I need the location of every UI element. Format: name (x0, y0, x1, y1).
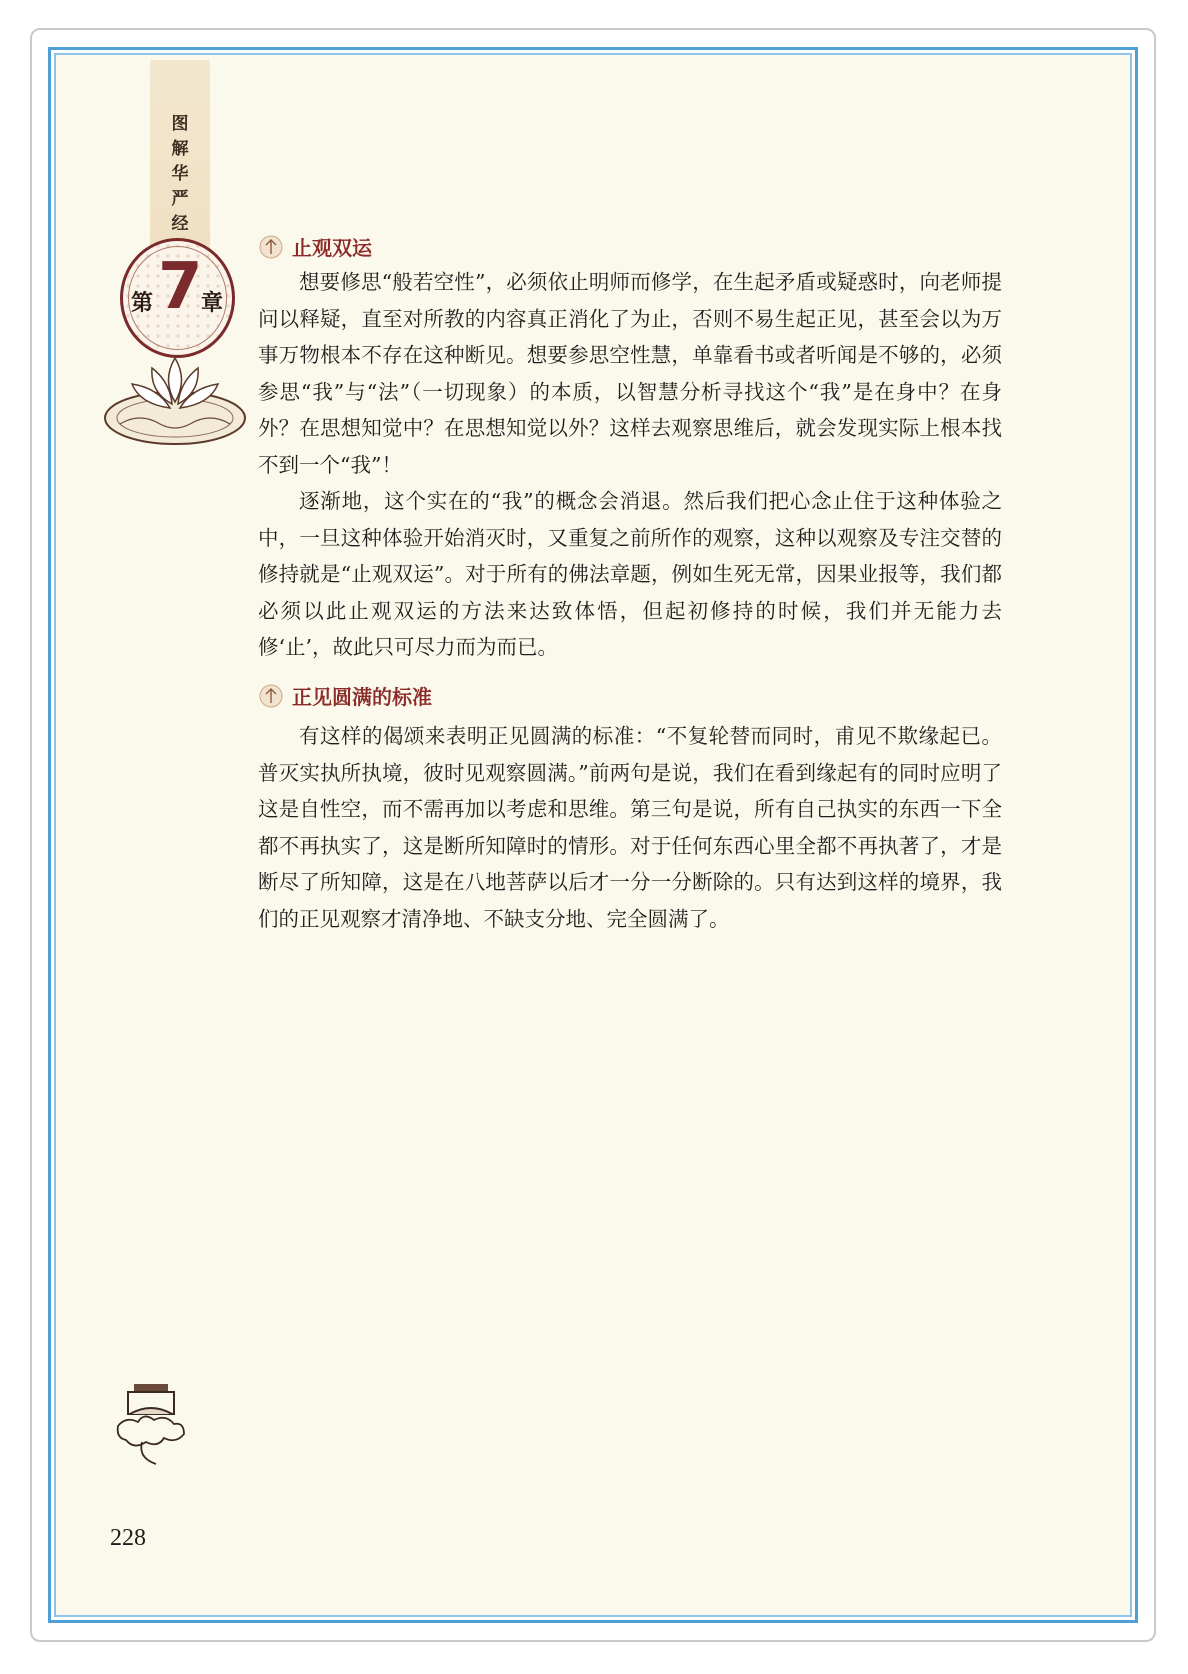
book-title-char: 华 (171, 164, 189, 184)
body-paragraph: 有这样的偈颂来表明正见圆满的标准：“不复轮替而同时，甫见不欺缘起已。普灭实执所执境，彼时见观察圆满。”前两句是说，我们在看到缘起有的同时应明了这是自性空，而不需再加以考虑和思维。第三句是说，所有自己执实的东西一下全都不再执实了，这是断所知障时的情形。对于任何东西心里全都不再执著了，才是断尽了所知障，这是在八地菩萨以后才一分一分断除的。只有达到这样的境界，我们的正见观察才清净地、不缺支分地、完全圆满了。 (258, 724, 1002, 931)
chapter-suffix: 章 (201, 291, 224, 316)
stupa-cloud-ornament-icon (112, 1378, 190, 1470)
lotus-bullet-icon (258, 234, 284, 260)
chapter-number: 7 (158, 250, 203, 324)
page-number: 228 (110, 1525, 146, 1551)
body-paragraph: 逐渐地，这个实在的“我”的概念会消退。然后我们把心念止住于这种体验之中，一旦这种体验开始消灭时，又重复之前所作的观察，这种以观察及专注交替的修持就是“止观双运”。对于所有的佛法章题，例如生死无常，因果业报等，我们都必须以此止观双运的方法来达致体悟，但起初修持的时候，我们并无能力去修‘止’，故此只可尽力而为而已。 (258, 489, 1002, 659)
book-title-char: 图 (171, 114, 189, 134)
body-paragraph: 想要修思“般若空性”，必须依止明师而修学，在生起矛盾或疑惑时，向老师提问以释疑，直至对所教的内容真正消化了为止，否则不易生起正见，甚至会以为万事万物根本不存在这种断见。想要参思空性慧，单靠看书或者听闻是不够的，必须参思“我”与“法”（一切现象）的本质，以智慧分析寻找这个“我”是在身中？在身外？在思想知觉中？在思想知觉以外？这样去观察思维后，就会发现实际上根本找不到一个“我”！ (258, 270, 1002, 477)
lotus-icon (100, 340, 250, 450)
chapter-prefix: 第 (131, 291, 154, 316)
section-heading-text: 正见圆满的标准 (292, 685, 432, 709)
section-heading-text: 止观双运 (292, 236, 372, 260)
section-heading (258, 232, 372, 268)
section-heading (258, 681, 432, 717)
lotus-bullet-icon (258, 683, 284, 709)
book-title-char: 解 (171, 139, 189, 159)
book-title (162, 112, 198, 237)
book-title-char: 严 (171, 189, 189, 209)
book-title-char: 经 (171, 214, 189, 234)
